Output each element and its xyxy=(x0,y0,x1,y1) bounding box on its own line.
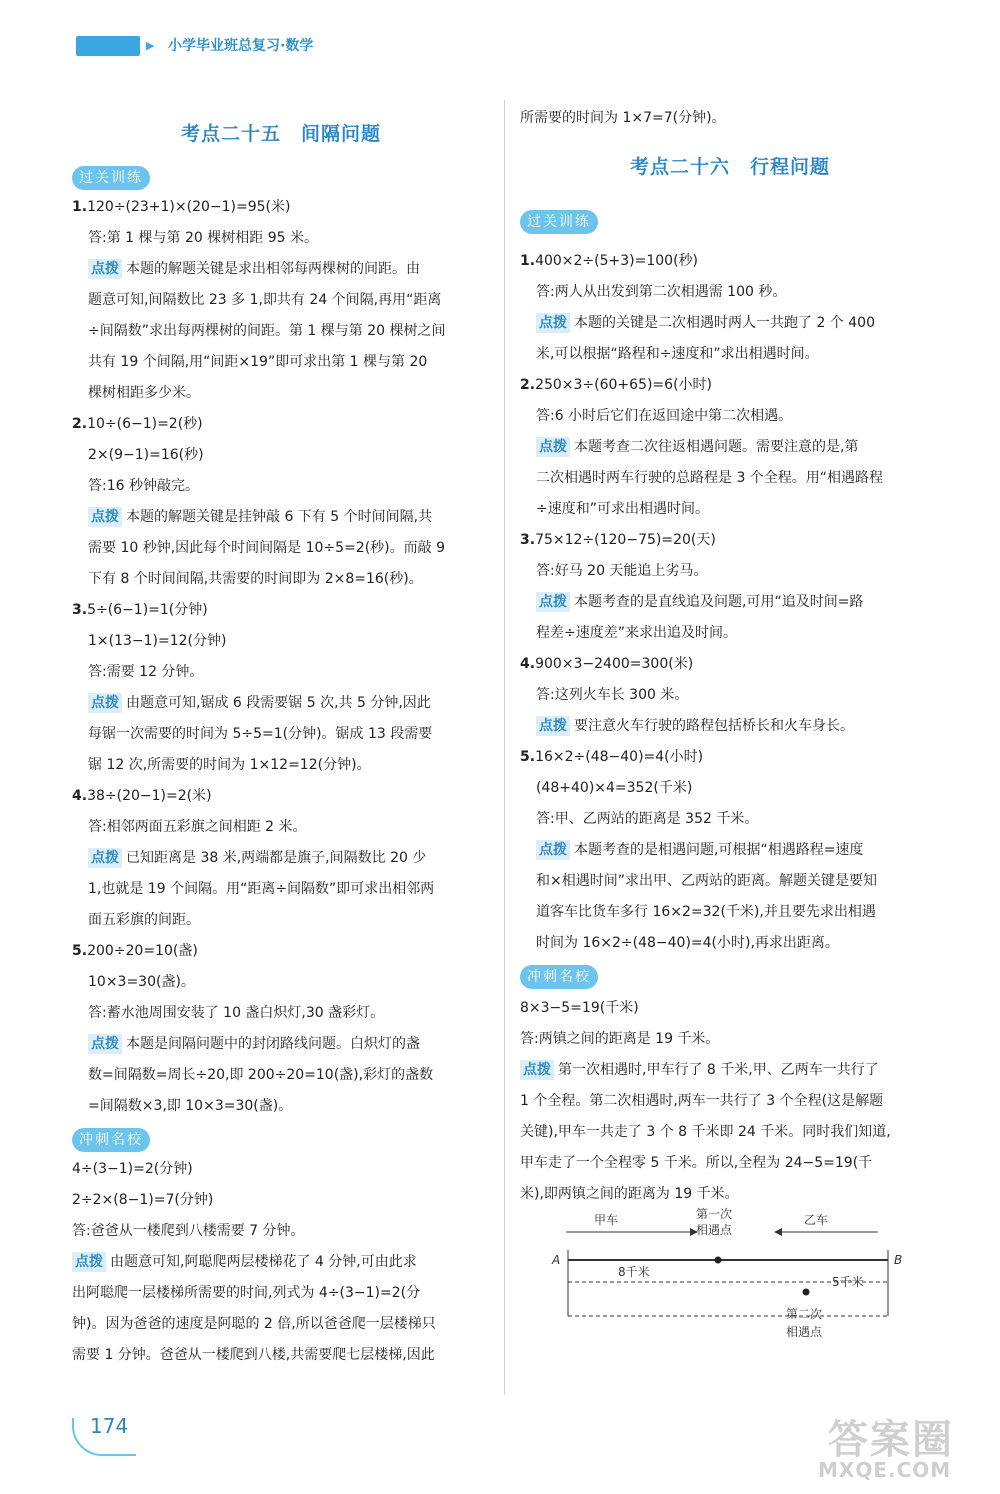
column-divider xyxy=(504,100,505,1395)
text-line xyxy=(72,440,490,471)
text-line xyxy=(520,339,940,370)
line-text: 米,可以根据“路程和÷速度和”求出相遇时间。 xyxy=(536,346,819,362)
distance-diagram xyxy=(548,1206,918,1346)
line-text: 4÷(3−1)=2(分钟) xyxy=(72,1161,193,1177)
line-text: 本题考查的是直线追及问题,可用“追及时间=路 xyxy=(574,594,864,610)
text-line xyxy=(72,223,490,254)
badge-practice: 过关训练 xyxy=(72,166,150,190)
text-line xyxy=(520,463,940,494)
line-text: 出阿聪爬一层楼梯所需要的时间,列式为 4÷(3−1)=2(分 xyxy=(72,1285,421,1301)
text-line xyxy=(520,618,940,649)
text-line xyxy=(72,564,490,595)
tip-label: 点拨 xyxy=(72,1252,106,1272)
tip-label: 点拨 xyxy=(88,693,122,713)
text-line xyxy=(520,494,940,525)
line-text: 8×3−5=19(千米) xyxy=(520,1000,639,1016)
line-text: 二次相遇时两车行驶的总路程是 3 个全程。用“相遇路程 xyxy=(536,470,884,486)
line-text: 面五彩旗的间距。 xyxy=(88,912,200,928)
tip-line xyxy=(520,1055,940,1086)
line-text: 关键),甲车一共走了 3 个 8 千米即 24 千米。同时我们知道, xyxy=(520,1124,891,1140)
line-text: 本题是间隔问题中的封闭路线问题。白炽灯的盏 xyxy=(126,1036,420,1052)
text-line xyxy=(520,1086,940,1117)
meet2-label: 相遇点 xyxy=(786,1325,823,1339)
line-text: ÷速度和”可求出相遇时间。 xyxy=(536,501,709,517)
watermark-url: MXQE.COM xyxy=(818,1458,952,1482)
question-number: 5. xyxy=(72,943,88,959)
text-line xyxy=(72,657,490,688)
left-column xyxy=(72,100,490,1371)
line-text: 每锯一次需要的时间为 5÷5=1(分钟)。锯成 13 段需要 xyxy=(88,726,433,742)
line-text: 共有 19 个间隔,用“间距×19”即可求出第 1 棵与第 20 xyxy=(88,354,428,370)
text-line xyxy=(520,556,940,587)
text-line xyxy=(520,804,940,835)
tip-label: 点拨 xyxy=(536,313,570,333)
line-text: 题意可知,间隔数比 23 多 1,即共有 24 个间隔,再用“距离 xyxy=(88,292,442,308)
line-text: 第一次相遇时,甲车行了 8 千米,甲、乙两车一共行了 xyxy=(558,1062,879,1078)
car-b-arrow-head xyxy=(774,1228,782,1236)
line-text: 答:第 1 棵与第 20 棵树相距 95 米。 xyxy=(88,230,318,246)
line-text: 已知距离是 38 米,两端都是旗子,间隔数比 20 少 xyxy=(126,850,427,866)
tip-line xyxy=(72,502,490,533)
line-text: 38÷(20−1)=2(米) xyxy=(87,788,212,804)
badge-practice: 过关训练 xyxy=(520,210,598,234)
line-text: 2÷2×(8−1)=7(分钟) xyxy=(72,1192,214,1208)
text-line xyxy=(72,1060,490,1091)
text-line xyxy=(520,1148,940,1179)
question-line xyxy=(520,246,940,277)
text-line xyxy=(72,1309,490,1340)
question-number: 2. xyxy=(520,377,536,393)
line-text: 1 个全程。第二次相遇时,两车一共行了 3 个全程(这是解题 xyxy=(520,1093,884,1109)
line-text: 锯 12 次,所需要的时间为 1×12=12(分钟)。 xyxy=(88,757,371,773)
text-line xyxy=(520,866,940,897)
line-text: 900×3−2400=300(米) xyxy=(535,656,694,672)
tip-label: 点拨 xyxy=(536,592,570,612)
question-line xyxy=(72,409,490,440)
line-text: 时间为 16×2÷(48−40)=4(小时),再求出距离。 xyxy=(536,935,839,951)
line-text: 5÷(6−1)=1(分钟) xyxy=(87,602,208,618)
meet1-point xyxy=(715,1257,722,1264)
text-line xyxy=(72,347,490,378)
text-line xyxy=(520,680,940,711)
question-line xyxy=(520,649,940,680)
right-column xyxy=(520,100,940,1210)
header-title: 小学毕业班总复习·数学 xyxy=(168,38,314,54)
text-line xyxy=(72,626,490,657)
car-a-label: 甲车 xyxy=(594,1213,619,1227)
line-text: (48+40)×4=352(千米) xyxy=(536,780,693,796)
text-line xyxy=(72,750,490,781)
line-text: 答:两人从出发到第二次相遇需 100 秒。 xyxy=(536,284,787,300)
line-text: 1,也就是 19 个间隔。用“距离÷间隔数”即可求出相邻两 xyxy=(88,881,435,897)
question-line xyxy=(72,781,490,812)
text-line xyxy=(520,897,940,928)
tip-line xyxy=(72,1247,490,1278)
text-line xyxy=(72,316,490,347)
challenge-list xyxy=(72,1154,490,1371)
line-text: 程差÷速度差”来求出追及时间。 xyxy=(536,625,737,641)
line-text: 本题的解题关键是求出相邻每两棵树的间距。由 xyxy=(126,261,420,277)
text-line xyxy=(72,967,490,998)
meet2-label: 第二次 xyxy=(786,1307,823,1321)
line-text: 答:这列火车长 300 米。 xyxy=(536,687,689,703)
question-line xyxy=(520,742,940,773)
question-number: 5. xyxy=(520,749,536,765)
text-line xyxy=(520,773,940,804)
watermark xyxy=(808,1408,976,1488)
text-line xyxy=(72,1185,490,1216)
text-line xyxy=(520,993,940,1024)
answer-list xyxy=(520,246,940,959)
car-b-label: 乙车 xyxy=(804,1213,829,1227)
line-text: 需要 1 分钟。爸爸从一楼爬到八楼,共需要爬七层楼梯,因此 xyxy=(72,1347,435,1363)
meet1-label: 第一次 xyxy=(696,1207,733,1221)
line-text: 下有 8 个时间间隔,共需要的时间即为 2×8=16(秒)。 xyxy=(88,571,423,587)
question-number: 2. xyxy=(72,416,88,432)
line-text: 本题考查二次往返相遇问题。需要注意的是,第 xyxy=(574,439,859,455)
text-line xyxy=(72,1278,490,1309)
line-text: 答:甲、乙两站的距离是 352 千米。 xyxy=(536,811,759,827)
question-number: 4. xyxy=(520,656,536,672)
tip-label: 点拨 xyxy=(88,507,122,527)
tip-line xyxy=(520,835,940,866)
dist-8-label: 8千米 xyxy=(618,1265,650,1279)
tip-label: 点拨 xyxy=(88,259,122,279)
text-line xyxy=(520,1024,940,1055)
line-text: 需要 10 秒钟,因此每个时间间隔是 10÷5=2(秒)。而敲 9 xyxy=(88,540,445,556)
text-line xyxy=(72,533,490,564)
question-line xyxy=(520,525,940,556)
line-text: 200÷20=10(盏) xyxy=(87,943,198,959)
question-line xyxy=(520,370,940,401)
text-line xyxy=(72,719,490,750)
line-text: 250×3÷(60+65)=6(小时) xyxy=(535,377,712,393)
tip-line xyxy=(72,688,490,719)
tip-label: 点拨 xyxy=(520,1060,554,1080)
line-text: 16×2÷(48−40)=4(小时) xyxy=(535,749,704,765)
line-text: 答:需要 12 分钟。 xyxy=(88,664,204,680)
line-text: 棵树相距多少米。 xyxy=(88,385,200,401)
question-number: 3. xyxy=(520,532,536,548)
text-line xyxy=(72,1216,490,1247)
line-text: 由题意可知,锯成 6 段需要锯 5 次,共 5 分钟,因此 xyxy=(126,695,431,711)
continued-line: 所需要的时间为 1×7=7(分钟)。 xyxy=(520,110,726,126)
line-text: 答:好马 20 天能追上劣马。 xyxy=(536,563,708,579)
tip-line xyxy=(72,843,490,874)
tip-line xyxy=(520,432,940,463)
line-text: 由题意可知,阿聪爬两层楼梯花了 4 分钟,可由此求 xyxy=(110,1254,417,1270)
line-text: ÷间隔数”求出每两棵树的间距。第 1 棵与第 20 棵树之间 xyxy=(88,323,446,339)
meet2-point xyxy=(803,1289,810,1296)
badge-challenge: 冲刺名校 xyxy=(72,1128,150,1152)
question-line xyxy=(72,192,490,223)
tip-line xyxy=(520,711,940,742)
tip-line xyxy=(520,308,940,339)
line-text: 本题的关键是二次相遇时两人一共跑了 2 个 400 xyxy=(574,315,875,331)
text-line xyxy=(72,1091,490,1122)
header-arrow-icon: ▶ xyxy=(146,39,155,52)
question-number: 1. xyxy=(72,199,88,215)
text-line xyxy=(72,812,490,843)
tip-label: 点拨 xyxy=(88,1034,122,1054)
header-bar xyxy=(76,36,140,56)
tip-label: 点拨 xyxy=(536,716,570,736)
meet1-label: 相遇点 xyxy=(696,1223,733,1237)
line-text: 120÷(23+1)×(20−1)=95(米) xyxy=(87,199,291,215)
text-line xyxy=(72,1154,490,1185)
line-text: 答:蓄水池周围安装了 10 盏白炽灯,30 盏彩灯。 xyxy=(88,1005,385,1021)
line-text: 10×3=30(盏)。 xyxy=(88,974,195,990)
line-text: 要注意火车行驶的路程包括桥长和火车身长。 xyxy=(574,718,854,734)
question-number: 1. xyxy=(520,253,536,269)
line-text: 答:相邻两面五彩旗之间相距 2 米。 xyxy=(88,819,307,835)
tip-line xyxy=(72,254,490,285)
text-line xyxy=(72,1340,490,1371)
line-text: 甲车走了一个全程零 5 千米。所以,全程为 24−5=19(千 xyxy=(520,1155,873,1171)
line-text: 1×(13−1)=12(分钟) xyxy=(88,633,227,649)
question-number: 3. xyxy=(72,602,88,618)
question-line xyxy=(72,595,490,626)
tip-label: 点拨 xyxy=(536,840,570,860)
line-text: 2×(9−1)=16(秒) xyxy=(88,447,204,463)
line-text: 答:两镇之间的距离是 19 千米。 xyxy=(520,1031,720,1047)
tip-line xyxy=(520,587,940,618)
section-title: 考点二十六 行程问题 xyxy=(629,156,830,178)
question-number: 4. xyxy=(72,788,88,804)
text-line xyxy=(520,1117,940,1148)
text-line xyxy=(72,471,490,502)
section-title: 考点二十五 间隔问题 xyxy=(180,123,381,145)
tip-label: 点拨 xyxy=(536,437,570,457)
line-text: 400×2÷(5+3)=100(秒) xyxy=(535,253,698,269)
point-a-label: A xyxy=(552,1253,561,1267)
text-line xyxy=(72,378,490,409)
watermark-logo: 答案圈 xyxy=(828,1417,954,1463)
text-line xyxy=(72,905,490,936)
question-line xyxy=(72,936,490,967)
line-text: 道客车比货车多行 16×2=32(千米),并且要先求出相遇 xyxy=(536,904,876,920)
text-line xyxy=(520,928,940,959)
text-line xyxy=(72,285,490,316)
tip-label: 点拨 xyxy=(88,848,122,868)
line-text: 答:16 秒钟敲完。 xyxy=(88,478,199,494)
challenge-list xyxy=(520,993,940,1210)
text-line xyxy=(520,401,940,432)
line-text: 本题考查的是相遇问题,可根据“相遇路程=速度 xyxy=(574,842,864,858)
line-text: 75×12÷(120−75)=20(天) xyxy=(535,532,716,548)
text-line xyxy=(72,998,490,1029)
answer-list xyxy=(72,192,490,1122)
line-text: 本题的解题关键是挂钟敲 6 下有 5 个时间间隔,共 xyxy=(126,509,433,525)
page-number: 174 xyxy=(90,1414,129,1438)
point-b-label: B xyxy=(894,1253,903,1267)
badge-challenge: 冲刺名校 xyxy=(520,965,598,989)
line-text: 和×相遇时间”求出甲、乙两站的距离。解题关键是要知 xyxy=(536,873,877,889)
line-text: 数=间隔数=周长÷20,即 200÷20=10(盏),彩灯的盏数 xyxy=(88,1067,434,1083)
line-text: =间隔数×3,即 10×3=30(盏)。 xyxy=(88,1098,293,1114)
line-text: 答:6 小时后它们在返回途中第二次相遇。 xyxy=(536,408,793,424)
text-line xyxy=(72,874,490,905)
line-text: 10÷(6−1)=2(秒) xyxy=(87,416,203,432)
dist-5-label: 5千米 xyxy=(832,1275,864,1289)
line-text: 米),即两镇之间的距离为 19 千米。 xyxy=(520,1186,739,1202)
line-text: 钟)。因为爸爸的速度是阿聪的 2 倍,所以爸爸爬一层楼梯只 xyxy=(72,1316,436,1332)
text-line xyxy=(520,277,940,308)
line-text: 答:爸爸从一楼爬到八楼需要 7 分钟。 xyxy=(72,1223,305,1239)
tip-line xyxy=(72,1029,490,1060)
